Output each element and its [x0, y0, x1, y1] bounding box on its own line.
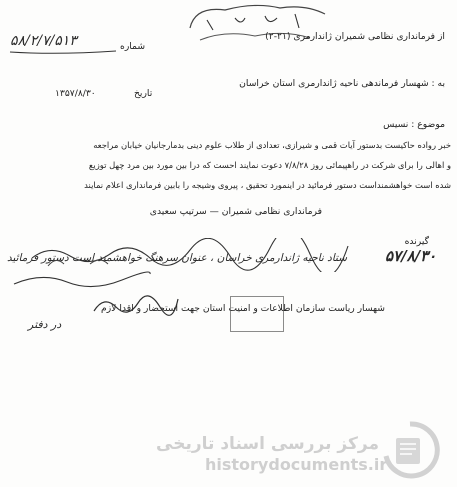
- underline-stroke: [8, 49, 118, 55]
- watermark-url: historydocuments.ir: [205, 455, 388, 474]
- copy-label: گیرنده: [404, 236, 429, 247]
- body-line: و اهالی را برای شرکت در راهپیمائی روز ۷/۸/۲۸ دعوت نمایند احست که درا بین مورد بین مرد چهل توزیع: [88, 160, 451, 170]
- subject-line: موضوع : نسیس: [383, 119, 445, 130]
- number-label: شماره: [120, 41, 146, 52]
- document-seal-icon: [380, 420, 440, 480]
- handwriting-strokes: [30, 238, 350, 272]
- stamp-mark: [185, 0, 335, 58]
- signature-block: فرمانداری نظامی شمیران — سرتیپ سعیدی: [149, 206, 322, 217]
- body-line: شده است خواهشمنداست دستور فرمائید در اینمورد تحقیق ، پیروی وشیجه را بابین فرمانداری اعلام نمایند: [84, 180, 451, 190]
- from-line: از فرمانداری نظامی شمیران ژاندارمری (۲۱-۲): [265, 31, 445, 42]
- handwritten-number: ۵۸/۲/۷/۵۱۳: [10, 33, 77, 49]
- bottom-line: شهسار ریاست سازمان اطلاعات و امنیت استان جهت استحضار و اقدا لازم: [101, 303, 385, 314]
- stamp-box: [230, 296, 284, 332]
- bottom-handwriting: در دفتر: [28, 318, 62, 331]
- date-value: ۱۳۵۷/۸/۳۰: [55, 88, 96, 99]
- signature-scribble: [90, 293, 180, 323]
- body-line: خبر رواده حاکیست بدستور آیات قمی و شیرازی، تعدادی از طلاب علوم دینی بدمارجانیان خیابان مراجعه: [93, 140, 451, 150]
- watermark-org: مرکز بررسی اسناد تاریخی: [156, 434, 379, 454]
- handwritten-date: ۵۷/۸/۳۰: [385, 247, 437, 265]
- to-line: به : شهسار فرماندهی ناحیه ژاندارمری استان خراسان: [239, 78, 445, 89]
- handwritten-note: ستاد ناجیه ژاندارمری خراسان ، عنوان سرهنگ خواهشمند است دستور فرمائید: [6, 252, 347, 264]
- date-label: تاریخ: [134, 88, 153, 99]
